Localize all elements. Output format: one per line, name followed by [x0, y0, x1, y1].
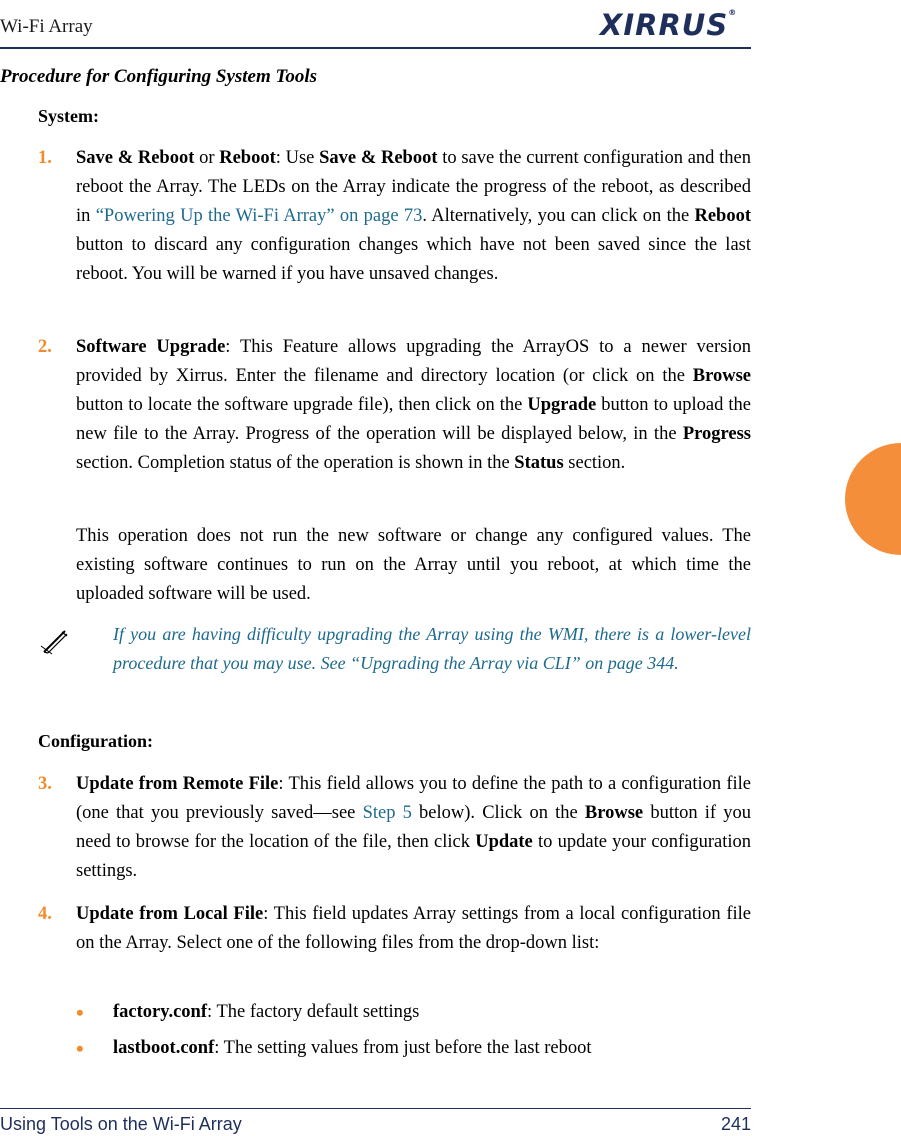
body-text: button to locate the software upgrade file), then click on the — [76, 395, 528, 415]
header-divider — [0, 47, 751, 49]
bold-term: Reboot — [694, 206, 751, 226]
step-body — [76, 333, 751, 478]
bold-term: Update — [475, 832, 533, 852]
upgrade-note: If you are having difficulty upgrading the Array using the WMI, there is a lower-level procedure that you may use. See “Upgrading the Array via CLI” on page 344. — [113, 624, 751, 673]
step-number: 3. — [38, 774, 52, 794]
step-item-1 — [38, 144, 751, 289]
step-body — [76, 770, 751, 886]
bold-term: Reboot — [219, 148, 276, 168]
xirrus-logo — [600, 8, 737, 42]
note-pencil-icon — [40, 626, 70, 656]
bullet-mark: • — [76, 1000, 84, 1025]
body-text: : This Feature allows upgrading the ArrayOS to a newer version provided by Xirrus. Enter the filename and directory location (or click on the — [76, 337, 751, 386]
body-text: button to upload the new file to the Array. Progress of the operation will be displayed below, in the — [76, 395, 751, 444]
bold-term: Upgrade — [527, 395, 597, 415]
cross-reference-link[interactable]: “Powering Up the Wi-Fi Array” on page 73 — [95, 206, 423, 226]
step-number: 1. — [38, 148, 52, 168]
running-header-title: Wi-Fi Array — [0, 16, 93, 37]
bold-term: Save & Reboot — [76, 148, 195, 168]
logo-trademark: ® — [728, 8, 738, 17]
upgrade-info-paragraph: This operation does not run the new software or change any configured values. The existing software continues to run on the Array until you reboot, at which time the uploaded software will be used. — [76, 526, 751, 604]
bold-term: Browse — [692, 366, 751, 386]
footer-divider — [0, 1108, 751, 1109]
body-text: to save the current configuration and then reboot the Array. The LEDs on the Array indicate the progress of the reboot, as described in — [76, 148, 751, 226]
step-item-2 — [38, 333, 751, 478]
section-title: Procedure for Configuring System Tools — [0, 66, 318, 87]
body-text: . Alternatively, you can click on the — [422, 206, 695, 226]
bold-term: Update from Local File — [76, 904, 264, 924]
step-item-4 — [38, 900, 751, 958]
page-number: 241 — [720, 1114, 751, 1134]
body-text: button if you need to browse for the location of the file, then click — [76, 803, 751, 852]
cross-reference-link[interactable]: Step 5 — [362, 803, 412, 823]
bullet-desc: : The setting values from just before the last reboot — [214, 1038, 592, 1058]
bold-term: Save & Reboot — [319, 148, 438, 168]
bullet-term: factory.conf — [113, 1002, 208, 1022]
body-text: button to discard any configuration changes which have not been saved since the last reboot. You will be warned if you have unsaved changes. — [76, 235, 751, 284]
body-text: section. — [563, 453, 626, 473]
bullet-item — [76, 1034, 751, 1063]
bullet-term: lastboot.conf — [113, 1038, 215, 1058]
bullet-mark: • — [76, 1036, 84, 1061]
body-text: or — [194, 148, 220, 168]
body-text: below). Click on the — [411, 803, 585, 823]
bold-term: Browse — [584, 803, 644, 823]
step-number: 2. — [38, 337, 52, 357]
step-body — [76, 144, 751, 289]
step-body — [76, 900, 751, 958]
bold-term: Progress — [682, 424, 751, 444]
body-text: section. Completion status of the operation is shown in the — [76, 453, 515, 473]
system-subheading: System: — [38, 106, 99, 126]
body-text: : This field updates Array settings from a local configuration file on the Array. Select one of the following files from the drop-down list: — [76, 904, 751, 953]
step-item-3 — [38, 770, 751, 886]
step-number: 4. — [38, 904, 52, 924]
logo-text: XIRRUS — [600, 8, 729, 42]
body-text: to update your configuration settings. — [76, 832, 751, 881]
bold-term: Software Upgrade — [76, 337, 226, 357]
bullet-desc: : The factory default settings — [207, 1002, 420, 1022]
bold-term: Status — [514, 453, 564, 473]
configuration-subheading: Configuration: — [38, 731, 154, 751]
body-text: : This field allows you to define the path to a configuration file (one that you previously saved—see — [76, 774, 751, 823]
chapter-side-tab — [845, 443, 901, 555]
bullet-item — [76, 998, 751, 1027]
bold-term: Update from Remote File — [76, 774, 279, 794]
body-text: : Use — [275, 148, 320, 168]
footer-chapter-title: Using Tools on the Wi-Fi Array — [0, 1114, 242, 1134]
